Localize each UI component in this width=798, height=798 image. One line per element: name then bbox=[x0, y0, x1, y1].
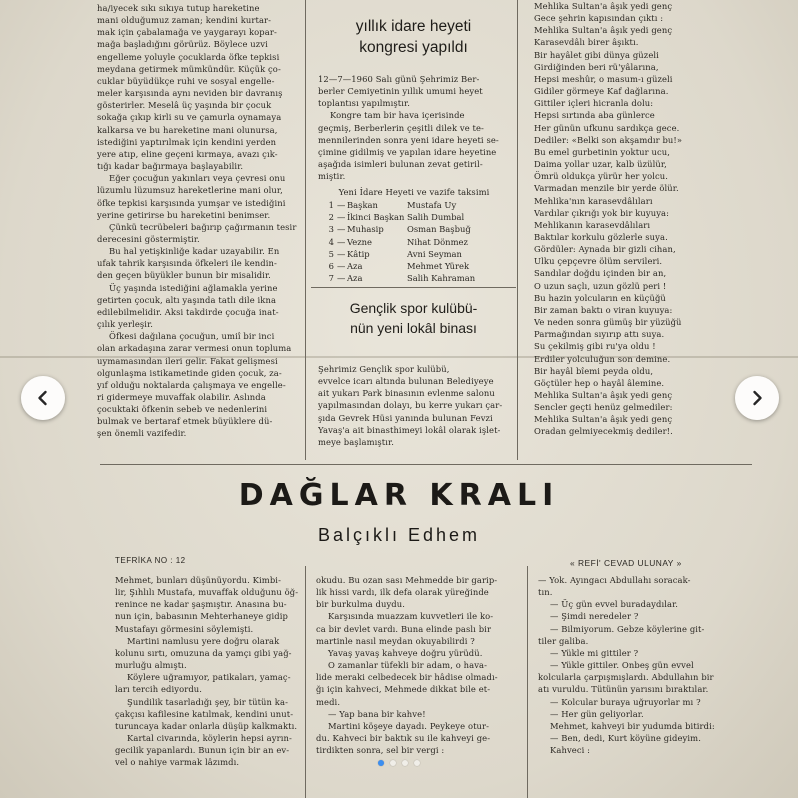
text-line: Kahveci : bbox=[550, 745, 591, 756]
text-line: — Yükle mi gittiler ? bbox=[550, 647, 639, 658]
text-line: Gittiler içleri hicranla dolu: bbox=[534, 98, 654, 109]
text-line: atı vuruldu. Tütünün yarısını bıraktılar. bbox=[538, 684, 709, 695]
officer-role: Başkan bbox=[347, 200, 378, 210]
text-line: vel o nahiye varmak lâzımdı. bbox=[115, 757, 240, 768]
officer-name: Nihat Dönmez bbox=[407, 236, 468, 247]
text-line: Bir hayâl bîemi peyda oldu, bbox=[534, 365, 654, 376]
text-line: mağa başladığını görürüz. Böylece uzvi bbox=[97, 39, 268, 50]
text-line: Girdiğinden beri rü'yâlarına, bbox=[534, 61, 659, 72]
text-line: Varmadan menzile bir yerde ölür. bbox=[534, 183, 679, 194]
sport-title bbox=[311, 298, 516, 338]
text-line: lide meraki celbedecek bir hâdise olmadı- bbox=[316, 672, 498, 683]
headline-title: DAĞLAR KRALI bbox=[238, 478, 560, 513]
text-line: yıf olduğu noktalarda çalışmaya ve engelle- bbox=[97, 379, 286, 390]
column-rule bbox=[305, 0, 306, 460]
text-line: ğı için kahveci, Mehmede dikkat bile et- bbox=[316, 684, 491, 695]
text-line: lir, Şıhlılı Mustafa, muvaffak olduğunu öğ- bbox=[115, 587, 299, 598]
text-line: Mehlika Sultan'a âşık yedi genç bbox=[534, 1, 673, 11]
headline-subtitle: Balçıklı Edhem bbox=[317, 525, 481, 545]
text-line: mani olduğumuz zaman; kendini kurtar- bbox=[97, 15, 272, 26]
sport-title-line: nün yeni lokâl binası bbox=[350, 320, 477, 336]
text-line: yerine getirirse bu hareketini benimser. bbox=[97, 209, 271, 220]
text-line: — Şimdi neredeler ? bbox=[550, 611, 639, 622]
text-line: Mehmet, bunları düşünüyordu. Kimbi- bbox=[115, 575, 282, 585]
officer-name: Osman Başbuğ bbox=[407, 224, 471, 235]
text-line: istediğini yaptırılmak için kendini yerden bbox=[97, 136, 277, 147]
text-line: Şehrimiz Gençlik spor kulübü, bbox=[318, 364, 450, 374]
text-line: çılık yerleşir. bbox=[97, 319, 154, 330]
officer-row bbox=[318, 260, 510, 272]
officer-role: İkinci Başkan bbox=[347, 212, 405, 223]
text-line: Bir hayâlet gibi dünya güzeli bbox=[534, 49, 659, 60]
officer-dash: — bbox=[337, 248, 346, 259]
text-line: Bu hazin yolcuların en küçüğü bbox=[534, 292, 666, 303]
article-left-top bbox=[97, 2, 300, 462]
text-line: Parmağından sıyırıp attı suya. bbox=[534, 329, 665, 340]
previous-photo-button[interactable] bbox=[21, 376, 65, 420]
text-line: çakçısı kafilesine katılmak, kendini unut- bbox=[115, 708, 294, 719]
text-line: Dediler: «Belki son akşamdır bu!» bbox=[534, 134, 683, 145]
carousel-dot[interactable] bbox=[378, 760, 384, 766]
chevron-left-icon bbox=[35, 390, 51, 406]
sport-body bbox=[318, 363, 510, 459]
text-line: miştir. bbox=[318, 171, 346, 182]
text-line: Mustafayı görmesini söylemişti. bbox=[115, 623, 254, 634]
text-line: Hepsi sırtında aba günlerce bbox=[534, 110, 655, 121]
text-line: Eğer çocuğun yakınları veya çevresi onu bbox=[109, 173, 286, 184]
text-line: Mehlika'nın karasevdâlıları bbox=[534, 195, 653, 206]
text-line: toplantısı yapılmıştır. bbox=[318, 98, 410, 109]
text-line: Yavaş'a ait binasthimeyi lokâl olarak işlet- bbox=[318, 424, 501, 435]
officer-row bbox=[318, 272, 510, 284]
congress-title bbox=[311, 16, 516, 58]
column-rule bbox=[517, 0, 518, 460]
text-line: cuklar büyüdükçe ruhi ve sosyal engelle- bbox=[97, 75, 275, 86]
carousel-indicator bbox=[0, 760, 798, 766]
text-line: Gece şehrin kapısından çıktı : bbox=[534, 13, 664, 24]
text-line: nun için, babasının Mehterhaneye gidip bbox=[115, 611, 289, 622]
text-line: gösterirler. Meselâ üç yaşında bir çocuk bbox=[97, 100, 272, 111]
officer-row bbox=[318, 223, 510, 235]
officer-dash: — bbox=[337, 212, 346, 223]
text-line: kolunu sırtı, omuzuna da yamçı gibi yağ- bbox=[115, 647, 292, 658]
serial-label: TEFRİKA NO : 12 bbox=[115, 556, 186, 565]
text-line: okudu. Bu ozan sası Mehmedde bir garip- bbox=[316, 575, 498, 585]
text-line: Daima yollar uzar, kalb üzülür, bbox=[534, 159, 667, 170]
officer-num: 6 bbox=[328, 260, 334, 271]
author-name: « REFİ' CEVAD ULUNAY » bbox=[570, 558, 682, 568]
text-line: Erdiler yolculuğun son demine. bbox=[534, 353, 671, 364]
box-divider bbox=[311, 287, 516, 288]
officer-role: Aza bbox=[347, 260, 363, 271]
text-line: murluğu almıştı. bbox=[115, 660, 187, 671]
text-line: renince ne kadar şaşmıştır. Anasına bu- bbox=[115, 599, 287, 610]
text-line: mak için çabalamağa ve yaygarayı kopar- bbox=[97, 27, 277, 38]
text-line: Bu emel gurbetinin yoktur ucu, bbox=[534, 146, 671, 157]
text-line: — Yap bana bir kahve! bbox=[328, 708, 426, 719]
officer-num: 3 bbox=[328, 224, 334, 235]
text-line: kalkarsa ve bu hareketine mani olunursa, bbox=[97, 124, 278, 135]
text-line: Göçtüler hep o hayâl âlemine. bbox=[534, 377, 665, 388]
text-line: Mehlika Sultan'a âşık yedi genç bbox=[534, 390, 673, 400]
officer-dash: — bbox=[337, 260, 346, 271]
text-line: Martini namlusu yere doğru olarak bbox=[127, 635, 280, 646]
text-line: Oradan gelmiyecekmiş dediler!. bbox=[534, 426, 673, 437]
text-line: bulmak ve bertaraf etmek büyüklere dü- bbox=[97, 416, 273, 427]
officer-num: 4 bbox=[328, 236, 334, 247]
congress-title-line: kongresi yapıldı bbox=[359, 39, 468, 56]
text-line: O zamanlar tüfekli bir adam, o hava- bbox=[328, 660, 488, 671]
text-line: — Her gün geliyorlar. bbox=[550, 708, 644, 719]
officer-name: Mehmet Yürek bbox=[407, 260, 470, 271]
congress-body bbox=[318, 73, 510, 185]
text-line: olan arkadaşına zarar vermesi onun topluma bbox=[97, 343, 292, 354]
next-photo-button[interactable] bbox=[735, 376, 779, 420]
text-line: şıda Gevrek Hüsi yanında bulunan Fevzi bbox=[318, 412, 493, 423]
carousel-dot[interactable] bbox=[402, 760, 408, 766]
text-line: medi. bbox=[316, 696, 341, 707]
carousel-dot[interactable] bbox=[390, 760, 396, 766]
officer-name: Mustafa Uy bbox=[407, 200, 457, 210]
text-line: Ulku çepçevre ölüm servileri. bbox=[534, 256, 663, 267]
text-line: meye başlamıştır. bbox=[318, 436, 394, 447]
text-line: Mehmet, kahveyi bir yudumda bitirdi: bbox=[550, 720, 715, 731]
text-line: meydana getirmek mümkündür. Küçük ço- bbox=[97, 63, 281, 74]
text-line: kolcularla çarpışmışlardı. Abdullahın bir bbox=[538, 672, 714, 683]
officer-num: 5 bbox=[328, 248, 334, 259]
officer-name: Salih Kahraman bbox=[407, 273, 476, 284]
text-line: tığı kadar bağırmaya başlayabilir. bbox=[97, 161, 244, 172]
text-line: lik hissi vardı, ilk defa olarak yüreğinde bbox=[316, 587, 489, 598]
text-line: Baktılar korkulu gözlerle suya. bbox=[534, 231, 668, 242]
text-line: ha/iyecek sıkı sıkıya tutup hareketine bbox=[97, 3, 260, 13]
text-line: Mehlikanın karasevdâlıları bbox=[534, 219, 651, 230]
text-line: Ve neden sonra gümüş bir yüzüğü bbox=[534, 317, 682, 328]
text-line: edilebilmelidir. Aksi takdirde çocuğa inat- bbox=[97, 306, 279, 317]
text-line: meler karşısında aynı neviden bir davranış bbox=[97, 88, 283, 99]
text-line: şen önemli vazifedir. bbox=[97, 428, 187, 439]
text-line: — Üç gün evvel buradaydılar. bbox=[550, 599, 679, 610]
text-line: — Yok. Ayıngacı Abdullahı soracak- bbox=[538, 575, 691, 585]
text-line: 12—7—1960 Salı günü Şehrimiz Ber- bbox=[318, 74, 480, 84]
text-line: den geçen büyükler bunun bir misalidir. bbox=[97, 270, 271, 281]
text-line: Gördüler: Aynada bir gizli cihan, bbox=[534, 244, 676, 255]
text-line: aşağıda isimleri bulunan zevat getiril- bbox=[318, 159, 483, 170]
officer-num: 1 bbox=[328, 200, 334, 210]
text-line: öfke tepkisi karşısında yumşar ve istediğini bbox=[97, 197, 286, 208]
text-line: Her günün ufkunu sardıkça gece. bbox=[534, 122, 680, 133]
text-line: yapılmasından dolayı, bu kerre yukarı çar- bbox=[318, 400, 503, 411]
text-line: evvelce icarı altında bulunan Belediyeye bbox=[318, 376, 494, 387]
text-line: berler Cemiyetinin yıllık umumi heyet bbox=[318, 86, 483, 97]
text-line: martinle nasıl meydan okuyabilirdi ? bbox=[316, 635, 475, 646]
text-line: Sencler geçti henüz gelmediler: bbox=[534, 402, 673, 413]
text-line: turuncaya kadar onlarla düşüp kalkmaktı. bbox=[115, 720, 298, 731]
carousel-dot[interactable] bbox=[414, 760, 420, 766]
section-rule bbox=[100, 464, 752, 465]
chevron-right-icon bbox=[749, 390, 765, 406]
officer-dash: — bbox=[337, 273, 346, 284]
text-line: ait yukarı Park binasının evlenme salonu bbox=[318, 388, 495, 399]
text-line: geçmiş, Berberlerin çeşitli dilek ve te- bbox=[318, 122, 484, 133]
text-line: olgunlaşma istikametinde giden çocuk, za- bbox=[97, 367, 282, 378]
text-line: Martini köşeye dayadı. Peykeye otur- bbox=[328, 720, 490, 731]
text-line: Karasevdâlı birer âşıktı. bbox=[534, 37, 639, 48]
text-line: uymamasından ileri gelir. Fakat gelişmesi bbox=[97, 355, 278, 366]
text-line: Vardılar çıkrığı yok bir kuyuya: bbox=[534, 207, 670, 218]
text-line: Köylere uğramıyor, patikaları, yamaç- bbox=[127, 672, 291, 683]
text-line: bir burkulma duydu. bbox=[316, 599, 406, 610]
officer-num: 2 bbox=[328, 212, 334, 223]
text-line: Karşısında muazzam kuvvetleri ile ko- bbox=[328, 611, 494, 622]
congress-title-line: yıllık idare heyeti bbox=[355, 18, 472, 35]
officer-role: Vezne bbox=[347, 236, 372, 247]
sport-title-line: Gençlik spor kulübü- bbox=[349, 300, 478, 316]
text-line: Sandılar doğdu içinden bir an, bbox=[534, 268, 667, 279]
text-line: lüzumlu lüzumsuz hareketlerine mani olur, bbox=[97, 185, 283, 196]
officer-row bbox=[318, 199, 510, 211]
officer-dash: — bbox=[337, 236, 346, 247]
text-line: ufak tahrik karşısında öfkeleri ile kendin- bbox=[97, 258, 277, 269]
text-line: ları tercih ediyordu. bbox=[115, 684, 203, 695]
text-line: Kongre tam bir hava içerisinde bbox=[330, 110, 465, 121]
officer-num: 7 bbox=[328, 273, 334, 284]
text-line: yere atıp, eline geçeni kırmaya, avazı çık- bbox=[97, 148, 278, 159]
text-line: Su çekilmiş gibi ru'ya oldu ! bbox=[534, 341, 656, 352]
text-line: mennilerinden sonra yeni idare heyeti se- bbox=[318, 134, 499, 145]
text-line: — Ben, dedi, Kurt köyüne gideyim. bbox=[550, 733, 701, 744]
officers-header bbox=[318, 186, 510, 199]
text-line: Hepsi meshûr, o masum-ı güzeli bbox=[534, 73, 673, 84]
officer-dash: — bbox=[337, 224, 346, 235]
text-line: ri gidermeye muvaffak olabilir. Aslında bbox=[97, 392, 266, 402]
text-line: tiler galiba. bbox=[538, 635, 589, 646]
text-line: Çünkü tecrübeleri bağırıp çağırmanın tesir bbox=[109, 221, 297, 232]
officers-list bbox=[318, 199, 510, 284]
officer-role: Aza bbox=[347, 273, 363, 284]
text-line: Gidiler görmeye Kaf dağlarına. bbox=[534, 86, 669, 97]
text-line: Mehlika Sultan'a âşık yedi genç bbox=[534, 25, 673, 36]
text-line: Şundilik tasarladığı şey, bir tütün ka- bbox=[127, 696, 288, 707]
text-line: gecilik yapanlardı. Bunun için bir an ev- bbox=[115, 745, 290, 756]
text-line: Bu hal yetişkinliğe kadar uzayabilir. En bbox=[109, 246, 280, 257]
text-line: du. Kahveci bir baktık su ile kahveyi ge- bbox=[316, 733, 491, 744]
text-line: — Bilmiyorum. Gebze köylerine git- bbox=[550, 623, 705, 634]
officer-row bbox=[318, 248, 510, 260]
officer-row bbox=[318, 236, 510, 248]
poem bbox=[534, 0, 704, 462]
text-line: engelleme yoluyle çocuklarda öfke tepkisi bbox=[97, 51, 280, 62]
text-line: derecesini göstermiştir. bbox=[97, 233, 200, 244]
officer-role: Muhasip bbox=[347, 224, 384, 235]
officer-dash: — bbox=[337, 200, 346, 210]
text-line: Ömrü oldukça yürür her yolcu. bbox=[534, 171, 669, 182]
text-line: Üç yaşında istediğini ağlamakla yerine bbox=[109, 282, 278, 293]
text-line: — Yükle gittiler. Onbeş gün evvel bbox=[550, 660, 694, 671]
text-line: Yavaş yavaş kahveye doğru yürüdü. bbox=[328, 647, 483, 658]
text-line: Öfkesi dağılana çocuğun, umiî bir inci bbox=[109, 331, 275, 342]
text-line: ca bir devlet vardı. Buna elinde paslı bir bbox=[316, 623, 492, 634]
text-line: O uzun saçlı, uzun gözlü peri ! bbox=[534, 280, 667, 291]
text-line: Kartal civarında, köylerin hepsi ayrın- bbox=[127, 733, 292, 744]
text-line: tirdikten sonra, sel bir vergi : bbox=[316, 745, 445, 756]
text-line: sokağa çıkıp kirli su ve çamurla oynamaya bbox=[97, 112, 282, 123]
text-line: getirten çocuk, altı yaşında tatlı dile ikna bbox=[97, 294, 277, 305]
officers-header-text: Yeni İdare Heyeti ve vazife taksimi bbox=[338, 187, 490, 197]
officer-row bbox=[318, 211, 510, 223]
officer-role: Kâtip bbox=[347, 248, 370, 259]
text-line: çimine gidilmiş ve yapılan idare heyetine bbox=[318, 146, 497, 157]
officer-name: Avni Seyman bbox=[407, 248, 462, 259]
text-line: Mehlika Sultan'a âşık yedi genç bbox=[534, 414, 673, 425]
officer-name: Salih Dumbal bbox=[407, 212, 465, 223]
text-line: — Kolcular buraya uğruyorlar mı ? bbox=[550, 696, 701, 707]
text-line: tın. bbox=[538, 587, 553, 598]
text-line: Bir zaman baktı o viran kuyuya: bbox=[534, 304, 673, 315]
text-line: çocuktaki öfkenin sebeb ve nedenlerini bbox=[97, 404, 268, 415]
